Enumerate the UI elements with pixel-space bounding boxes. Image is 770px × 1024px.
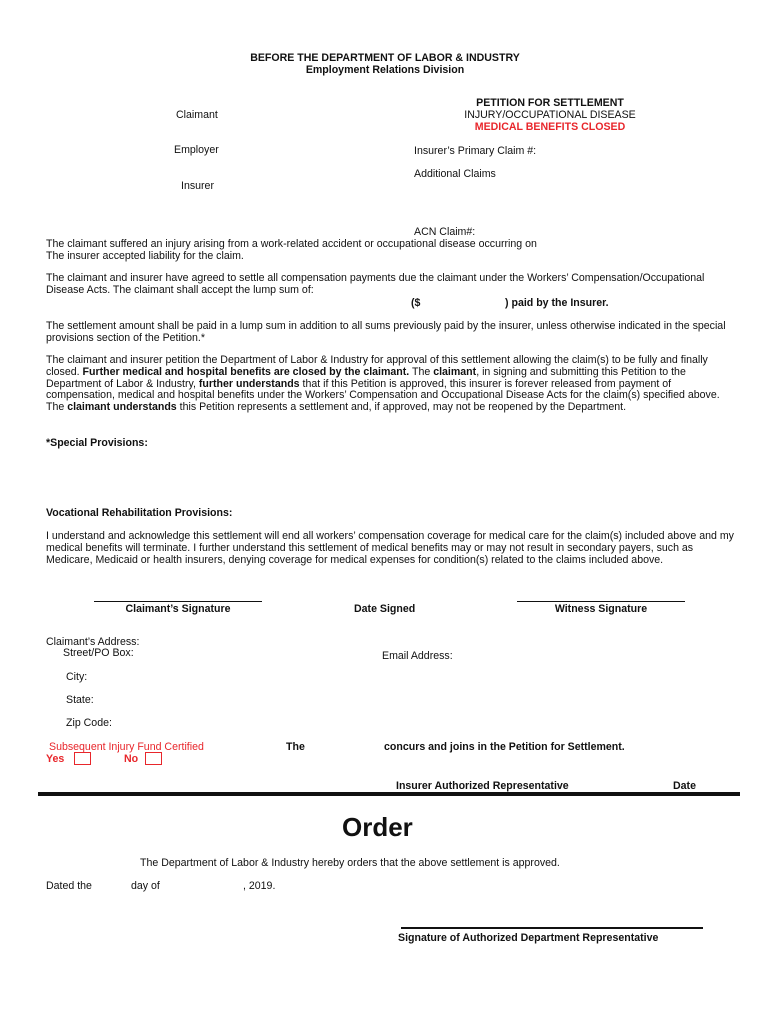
sif-no-checkbox[interactable] <box>145 752 162 765</box>
header-subtitle: Employment Relations Division <box>305 64 465 76</box>
order-title: Order <box>342 812 413 842</box>
petition-subtitle: INJURY/OCCUPATIONAL DISEASE <box>464 109 636 121</box>
sif-yes-label: Yes <box>46 753 65 765</box>
additional-claims-label: Additional Claims <box>414 168 496 180</box>
department-signature-label: Signature of Authorized Department Representative <box>398 932 659 944</box>
insurer-date-label: Date <box>673 780 696 792</box>
injury-statement: The claimant suffered an injury arising from a work-related accident or occupational disease occurring on <box>46 238 537 250</box>
dated-the-label: Dated the <box>46 880 92 892</box>
claimant-signature-line[interactable] <box>94 601 262 602</box>
amount-close: ) paid by the Insurer. <box>505 297 609 309</box>
insurer-rep-label: Insurer Authorized Representative <box>396 780 569 792</box>
section-divider <box>38 792 740 796</box>
order-text: The Department of Labor & Industry hereby orders that the above settlement is approved. <box>140 857 560 869</box>
email-label: Email Address: <box>382 650 453 662</box>
employer-label: Employer <box>174 144 219 156</box>
state-label: State: <box>66 694 94 706</box>
primary-claim-label: Insurer’s Primary Claim #: <box>414 145 537 157</box>
special-provisions-heading: *Special Provisions: <box>46 437 148 449</box>
insurer-label: Insurer <box>181 180 214 192</box>
the-label: The <box>286 741 305 753</box>
acknowledgement-paragraph: I understand and acknowledge this settlement will end all workers’ compensation coverage for medical care for the claim(s) included above and my medical benefits will terminate. I further understand this settlement of medical benefits may or may not result in secondary payers, such as Medicare, Medicaid or health insurers, denying coverage for medical expenses for condition(s) related to the claims included above. <box>46 530 734 566</box>
petition-title: PETITION FOR SETTLEMENT <box>476 97 624 109</box>
acn-claim-label: ACN Claim#: <box>414 226 476 238</box>
petition-status: MEDICAL BENEFITS CLOSED <box>474 121 626 133</box>
claimant-label: Claimant <box>176 109 218 121</box>
witness-signature-line[interactable] <box>517 601 685 602</box>
claimant-signature-label: Claimant’s Signature <box>125 603 231 615</box>
settlement-paragraph: The settlement amount shall be paid in a lump sum in addition to all sums previously paid by the insurer, unless otherwise indicated in the special provisions section of the Petition.* <box>46 320 726 344</box>
street-label: Street/PO Box: <box>63 647 134 659</box>
vocational-heading: Vocational Rehabilitation Provisions: <box>46 507 233 519</box>
date-signed-label: Date Signed <box>354 603 416 615</box>
sif-label: Subsequent Injury Fund Certified <box>49 741 204 753</box>
concurs-text: concurs and joins in the Petition for Settlement. <box>384 741 625 753</box>
sif-yes-checkbox[interactable] <box>74 752 91 765</box>
year-label: , 2019. <box>243 880 276 892</box>
department-signature-line[interactable] <box>401 927 703 929</box>
petition-paragraph: The claimant and insurer petition the Department of Labor & Industry for approval of this settlement allowing the claim(s) to be fully and finally closed. Further medical and hospital benefits are closed by the claimant. The claimant, in signing and submitting this Petition to the Department of Labor & Industry, further understands that if this Petition is approved, this insurer is forever released from payment of compensation, medical and hospital benefits under the Workers’ Compensation and Occupational Disease Acts for the claim(s) specified above. The claimant understands this Petition represents a settlement and, if approved, may not be reopened by the Department. <box>46 354 720 414</box>
address-label: Claimant’s Address: <box>46 636 140 648</box>
lump-sum-paragraph: The claimant and insurer have agreed to settle all compensation payments due the claimant under the Workers’ Compensation/Occupational Disease Acts. The claimant shall accept the lump sum of: <box>46 272 705 296</box>
city-label: City: <box>66 671 88 683</box>
sif-no-label: No <box>124 753 139 765</box>
header-title: BEFORE THE DEPARTMENT OF LABOR & INDUSTRY <box>250 52 520 64</box>
amount-open: ($ <box>411 297 421 309</box>
zip-label: Zip Code: <box>66 717 112 729</box>
witness-signature-label: Witness Signature <box>554 603 648 615</box>
day-of-label: day of <box>131 880 160 892</box>
liability-statement: The insurer accepted liability for the claim. <box>46 250 244 262</box>
